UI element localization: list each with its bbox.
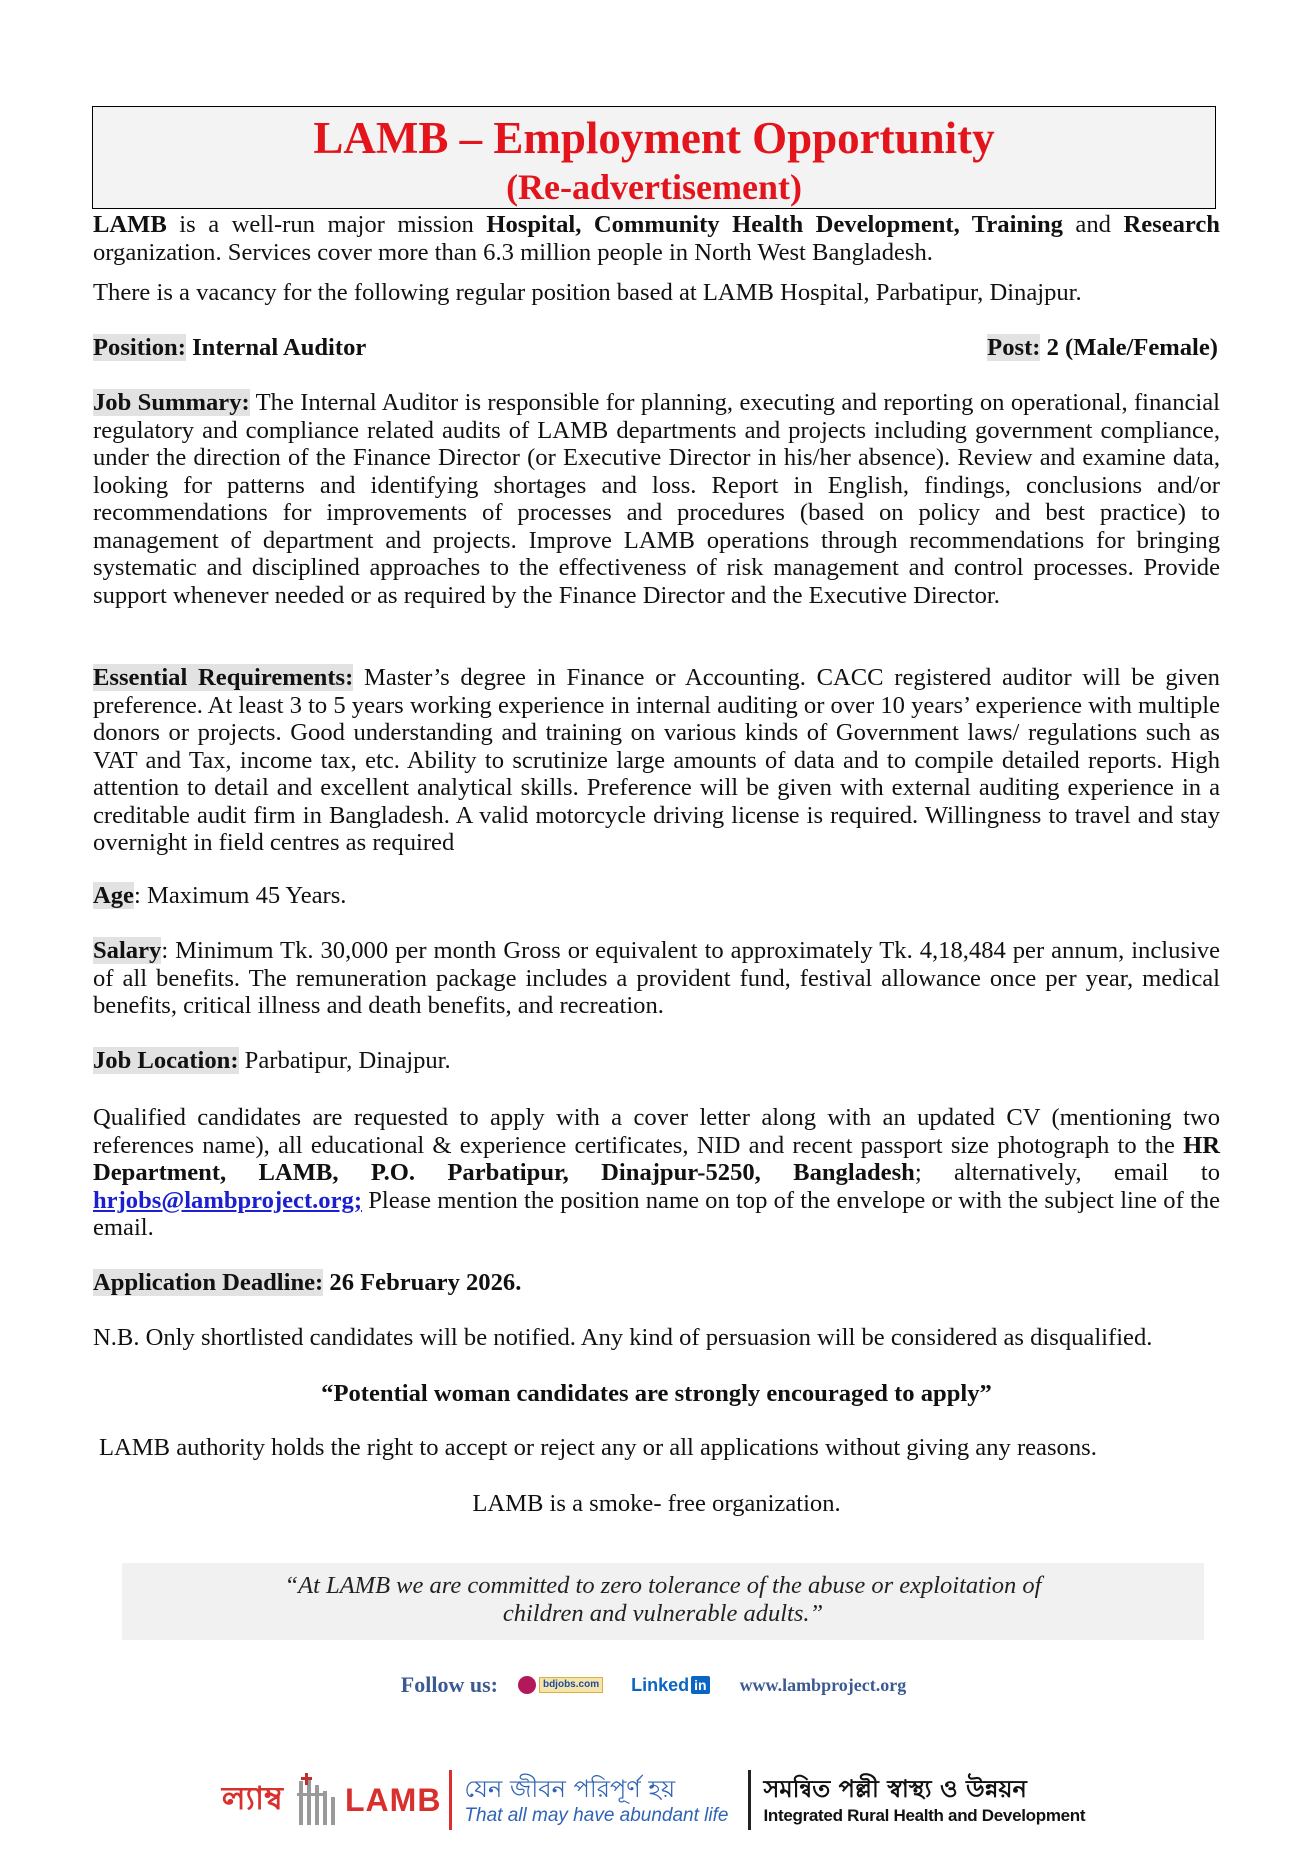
linkedin-label: Linked <box>631 1674 690 1695</box>
title-box <box>92 106 1216 209</box>
deadline-value: 26 February 2026. <box>323 1269 522 1296</box>
nb-note: N.B. Only shortlisted candidates will be notified. Any kind of persuasion will be considered as disqualified. <box>93 1324 1153 1351</box>
apply-address: HR Department, LAMB, P.O. Parbatipur, Dinajpur-5250, Bangladesh <box>93 1131 1220 1186</box>
intro-text1: is a well-run major mission <box>166 211 487 238</box>
apply-paragraph <box>93 1104 1220 1242</box>
footer-org-bn: সমন্বিত পল্লী স্বাস্থ্য ও উন্নয়ন <box>763 1775 1027 1803</box>
post-label: Post: <box>987 334 1041 361</box>
age-text: : Maximum 45 Years. <box>133 882 347 909</box>
post-value: 2 (Male/Female) <box>1040 334 1218 361</box>
intro-text2: organization. Services cover more than 6.3 million people in North West Bangladesh. <box>93 238 933 266</box>
lamb-logo-icon <box>293 1773 339 1827</box>
website-link[interactable]: www.lambproject.org <box>739 1674 907 1695</box>
footer-lamb-name: LAMB <box>345 1781 442 1818</box>
position-row <box>93 334 1218 362</box>
deadline-label: Application Deadline: <box>93 1269 324 1296</box>
salary-label: Salary <box>93 937 162 964</box>
intro-research: Research <box>1123 211 1220 238</box>
apply-text2: ; alternatively, email to <box>914 1159 1221 1186</box>
salary-text: : Minimum Tk. 30,000 per month Gross or equivalent to approximately Tk. 4,18,484 per annum, inclusive of all benefits. The remuneration package includes a provident fund, festival allowance once per year, medical benefits, critical illness and death benefits, and recreation. <box>93 937 1220 1019</box>
footer-tagline-en: That all may have abundant life <box>464 1805 729 1826</box>
age-paragraph <box>93 882 1220 910</box>
requirements-label: Essential Requirements: <box>93 664 354 691</box>
intro-and: and <box>1062 211 1124 238</box>
footer-bn-name: ল্যাম্ব <box>221 1779 283 1817</box>
vacancy-line: There is a vacancy for the following regular position based at LAMB Hospital, Parbatipur, Dinajpur. <box>93 279 1082 306</box>
footer-org-desc <box>763 1773 1085 1827</box>
authority-note: LAMB authority holds the right to accept or reject any or all applications without giving any reasons. <box>99 1434 1097 1461</box>
job-summary-text: The Internal Auditor is responsible for planning, executing and reporting on operational, financial regulatory and compliance related audits of LAMB departments and projects including government compliance, under the direction of the Finance Director (or Executive Director in his/her absence). Review and examine data, looking for patterns and identifying shortages and loss. Report in English, findings, conclusions and/or recommendations for improvements of processes and procedures (based on policy and best practice) to management of department and projects. Improve LAMB operations through recommendations for bringing systematic and disciplined approaches to the effectiveness of risk management and control processes. Provide support whenever needed or as required by the Finance Director and the Executive Director. <box>93 389 1221 609</box>
age-label: Age <box>93 882 134 909</box>
footer-divider-1 <box>449 1770 452 1830</box>
requirements-paragraph <box>93 664 1220 857</box>
email-link[interactable]: hrjobs@lambproject.org; <box>93 1186 363 1214</box>
footer-tagline-bn: যেন জীবন পরিপূর্ণ হয় <box>464 1775 676 1803</box>
position-value: Internal Auditor <box>185 334 367 361</box>
commitment-box <box>122 1563 1204 1640</box>
page-title: LAMB – Employment Opportunity <box>313 113 995 163</box>
page-subtitle: (Re-advertisement) <box>506 167 802 207</box>
requirements-text: Master’s degree in Finance or Accounting. CACC registered auditor will be given preference. At least 3 to 5 years working experience in internal auditing or over 10 years’ experience with multiple donors or projects. Good understanding and training on various kinds of Government laws/ regulations such as VAT and Tax, income tax, etc. Ability to scrutinize large amounts of data and to compile detailed reports. High attention to detail and excellent analytical skills. Preference will be given with external auditing experience in a creditable audit firm in Bangladesh. A valid motorcycle driving license is required. Willingness to travel and stay overnight in field centres as required <box>93 664 1221 856</box>
position-block <box>93 334 366 362</box>
apply-text1: Qualified candidates are requested to apply with a cover letter along with an updated CV (mentioning two references name), all educational & experience certificates, NID and recent passport size photograph to the <box>93 1104 1220 1159</box>
footer-tagline <box>464 1773 728 1827</box>
location-paragraph <box>93 1047 1220 1075</box>
job-summary-paragraph <box>93 389 1220 609</box>
intro-paragraph <box>93 211 1220 266</box>
footer-divider-2 <box>748 1770 751 1830</box>
post-block <box>987 334 1218 362</box>
footer-branding <box>0 1770 1307 1830</box>
salary-paragraph <box>93 937 1220 1020</box>
location-label: Job Location: <box>93 1047 239 1074</box>
bdjobs-label: bdjobs.com <box>539 1677 603 1693</box>
linkedin-link[interactable] <box>631 1675 709 1696</box>
position-label: Position: <box>93 334 186 361</box>
commitment-text: “At LAMB we are committed to zero tolerance of the abuse or exploitation of children and vulnerable adults.” <box>284 1572 1042 1627</box>
intro-focus: Hospital, Community Health Development, Training <box>486 211 1063 238</box>
job-summary-label: Job Summary: <box>93 389 250 416</box>
follow-label: Follow us: <box>400 1672 498 1697</box>
bdjobs-icon <box>518 1676 536 1694</box>
deadline-paragraph <box>93 1269 1220 1297</box>
intro-org: LAMB <box>93 211 167 238</box>
encourage-note: “Potential woman candidates are strongly encouraged to apply” <box>321 1380 992 1407</box>
footer-org-en: Integrated Rural Health and Development <box>763 1806 1086 1825</box>
linkedin-icon: in <box>691 1676 709 1694</box>
bdjobs-link[interactable] <box>518 1676 603 1694</box>
smoke-free-note: LAMB is a smoke- free organization. <box>472 1490 841 1517</box>
location-text: Parbatipur, Dinajpur. <box>238 1047 451 1074</box>
apply-text3: Please mention the position name on top of the envelope or with the subject line of the email. <box>93 1186 1220 1241</box>
follow-bar <box>0 1672 1307 1698</box>
